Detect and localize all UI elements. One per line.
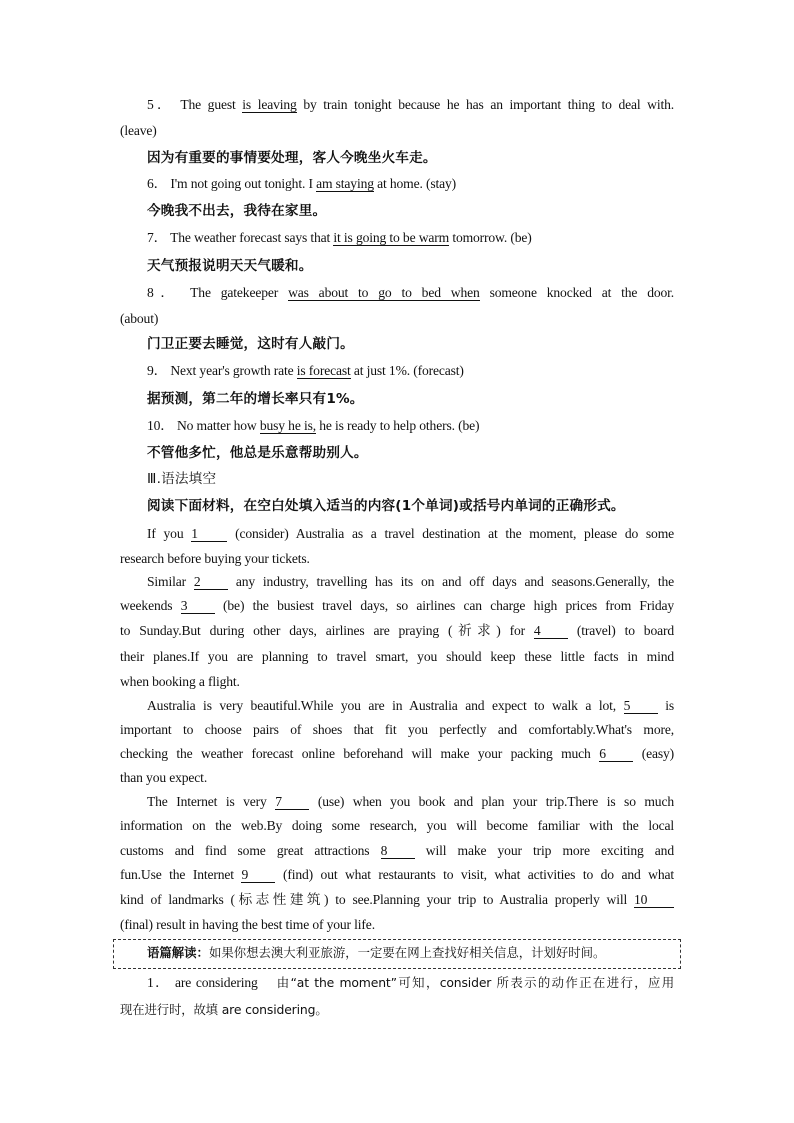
passage-line: (final) result in having the best time of your life.	[120, 917, 375, 932]
passage-line: important to choose pairs of shoes that fit you perfectly and comfortably.What's more,	[120, 722, 674, 737]
blank-10[interactable]: 10	[634, 892, 674, 908]
answer-underline: was about to go to bed when	[288, 285, 480, 300]
passage-line: customs and find some great attractions 8 will make your trip more exciting and	[120, 843, 674, 858]
item-8-line: 8． The gatekeeper was about to go to bed when someone knocked at the door.	[147, 285, 674, 300]
item-5-translation: 因为有重要的事情要处理，客人今晚坐火车走。	[147, 150, 437, 166]
blank-6[interactable]: 6	[599, 746, 633, 762]
passage-line: The Internet is very 7 (use) when you book and plan your trip.There is so much	[147, 794, 674, 809]
section-instruction: 阅读下面材料，在空白处填入适当的内容(1个单词)或括号内单词的正确形式。	[147, 498, 625, 514]
passage-line: Similar 2 any industry, travelling has its on and off days and seasons.Generally, the	[147, 574, 674, 589]
passage-line: information on the web.By doing some research, you will become familiar with the local	[120, 818, 674, 833]
item-7-line: 7． The weather forecast says that it is going to be warm tomorrow. (be)	[147, 230, 532, 245]
answer-underline: busy he is,	[259, 418, 316, 433]
item-9-line: 9． Next year's growth rate is forecast at just 1%. (forecast)	[147, 363, 464, 378]
item-6-translation: 今晚我不出去，我待在家里。	[147, 203, 327, 219]
answer-underline: it is going to be warm	[333, 230, 450, 245]
passage-line: Australia is very beautiful.While you are in Australia and expect to walk a lot, 5 is	[147, 698, 674, 713]
item-10-translation: 不管他多忙，他总是乐意帮助别人。	[147, 445, 368, 461]
item-5-hint: (leave)	[120, 123, 157, 138]
blank-9[interactable]: 9	[241, 867, 275, 883]
blank-4[interactable]: 4	[534, 623, 568, 639]
passage-line: their planes.If you are planning to travel smart, you should keep these little facts in mind	[120, 649, 674, 664]
passage-line: to Sunday.But during other days, airlines are praying (祈求) for 4 (travel) to board	[120, 623, 674, 638]
passage-line: than you expect.	[120, 770, 208, 785]
item-6-line: 6． I'm not going out tonight. I am staying at home. (stay)	[147, 176, 457, 191]
reading-note: 语篇解读：如果你想去澳大利亚旅游，一定要在网上查找好相关信息，计划好时间。	[147, 945, 606, 960]
answer-underline: am staying	[316, 176, 374, 191]
answer-underline: is forecast	[296, 363, 351, 378]
item-8-translation: 门卫正要去睡觉，这时有人敲门。	[147, 336, 354, 352]
passage-line: checking the weather forecast online beforehand will make your packing much 6 (easy)	[120, 746, 674, 761]
answer-underline: is leaving	[242, 97, 297, 112]
item-8-hint: (about)	[120, 311, 159, 326]
section-title: Ⅲ.语法填空	[147, 471, 217, 487]
blank-2[interactable]: 2	[194, 574, 228, 590]
blank-1[interactable]: 1	[191, 526, 227, 542]
item-7-translation: 天气预报说明天天气暖和。	[147, 258, 313, 274]
passage-line: when booking a flight.	[120, 674, 240, 689]
item-5-line: 5． The guest is leaving by train tonight because he has an important thing to deal with.	[147, 97, 674, 112]
passage-line: kind of landmarks (标志性建筑) to see.Planning your trip to Australia properly will 10	[120, 890, 674, 910]
passage-line: fun.Use the Internet 9 (find) out what restaurants to visit, what activities to do and what	[120, 867, 674, 882]
passage-line: If you 1 (consider) Australia as a travel destination at the moment, please do some	[147, 526, 674, 541]
passage-line: weekends 3 (be) the busiest travel days, so airlines can charge high prices from Friday	[120, 598, 674, 613]
passage-line: research before buying your tickets.	[120, 551, 310, 566]
blank-3[interactable]: 3	[181, 598, 215, 614]
blank-7[interactable]: 7	[275, 794, 309, 810]
item-9-translation: 据预测，第二年的增长率只有1%。	[147, 391, 364, 407]
item-10-line: 10． No matter how busy he is, he is ready to help others. (be)	[147, 418, 480, 433]
answer-1-line2: 现在进行时，故填 are considering。	[120, 1002, 328, 1017]
blank-5[interactable]: 5	[624, 698, 658, 714]
answer-1-line: 1． are considering 由“at the moment”可知，consider 所表示的动作正在进行，应用	[147, 975, 674, 990]
blank-8[interactable]: 8	[381, 843, 415, 859]
